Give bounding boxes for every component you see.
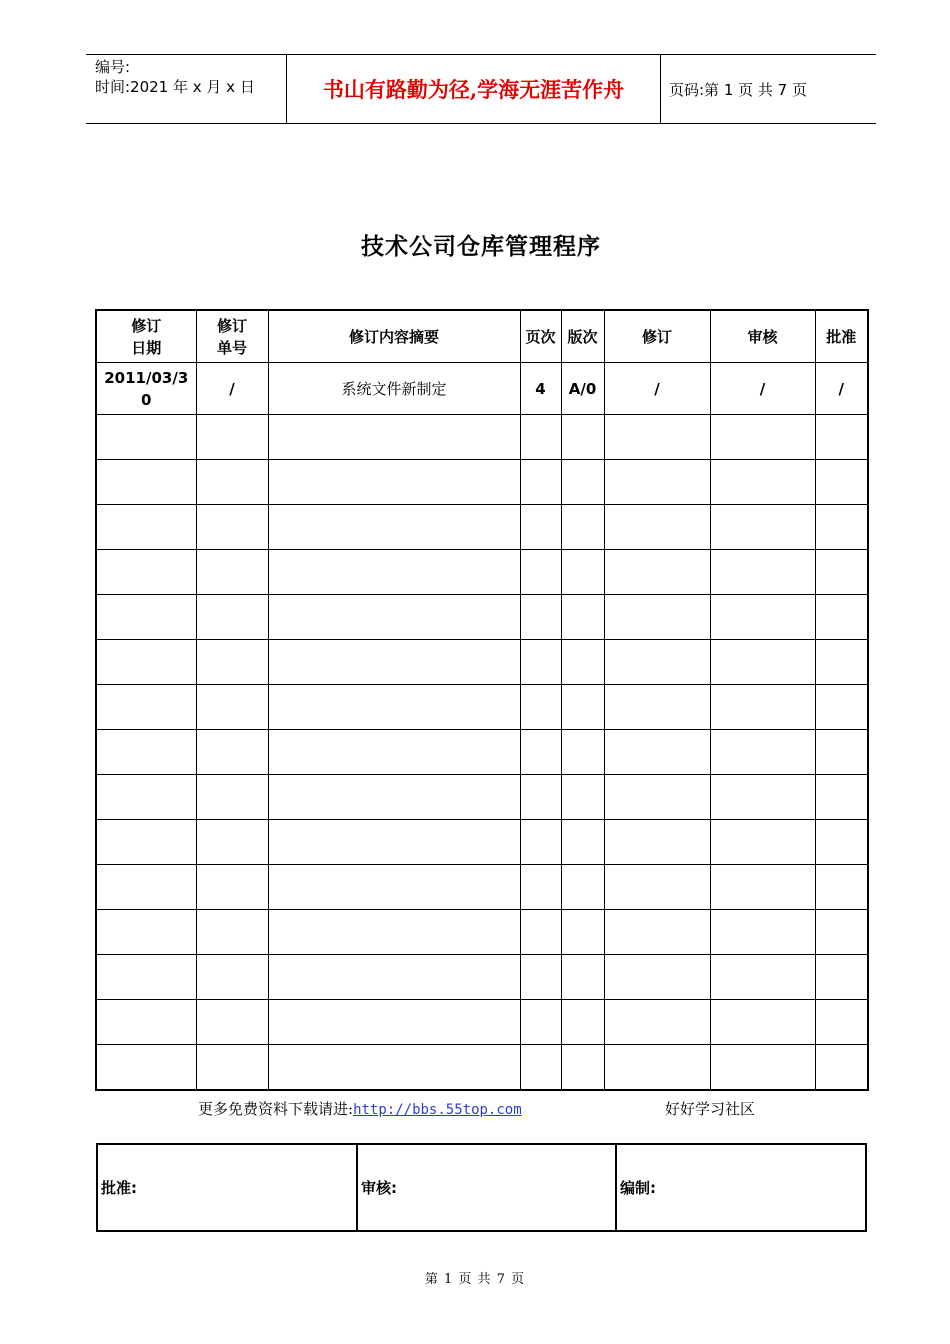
cell-order [196, 865, 268, 910]
table-row [96, 820, 868, 865]
cell-summary [268, 730, 520, 775]
cell-pages [520, 865, 561, 910]
table-row [96, 415, 868, 460]
cell-revise [604, 820, 710, 865]
footer-download-line [198, 1098, 522, 1119]
cell-approve [815, 910, 868, 955]
cell-review [710, 730, 815, 775]
table-row [96, 865, 868, 910]
cell-order [196, 685, 268, 730]
footer-url-link[interactable]: http://bbs.55top.com [353, 1102, 522, 1118]
cell-revise [604, 415, 710, 460]
cell-revise [604, 550, 710, 595]
cell-summary [268, 685, 520, 730]
cell-date [96, 505, 196, 550]
cell-order [196, 775, 268, 820]
cell-order: / [196, 363, 268, 415]
table-row [96, 685, 868, 730]
cell-version [561, 910, 604, 955]
cell-review [710, 820, 815, 865]
cell-summary [268, 820, 520, 865]
cell-pages [520, 820, 561, 865]
cell-review [710, 550, 815, 595]
cell-revise [604, 685, 710, 730]
cell-version [561, 685, 604, 730]
cell-revise [604, 730, 710, 775]
cell-summary [268, 910, 520, 955]
cell-revise [604, 955, 710, 1000]
approval-row [97, 1144, 866, 1231]
cell-version [561, 865, 604, 910]
page-number-footer: 第 1 页 共 7 页 [424, 1272, 526, 1287]
header-divider [660, 55, 661, 123]
cell-order [196, 1000, 268, 1045]
cell-order [196, 550, 268, 595]
cell-approve [815, 730, 868, 775]
cell-pages [520, 775, 561, 820]
cell-pages [520, 1000, 561, 1045]
cell-summary [268, 955, 520, 1000]
cell-date [96, 865, 196, 910]
header-page-info: 页码:第 1 页 共 7 页 [669, 80, 807, 99]
cell-revise [604, 1045, 710, 1091]
cell-version [561, 595, 604, 640]
header-left-block [95, 57, 285, 97]
cell-approve [815, 1000, 868, 1045]
cell-summary [268, 1000, 520, 1045]
cell-pages [520, 955, 561, 1000]
cell-pages [520, 550, 561, 595]
cell-review [710, 640, 815, 685]
cell-text: 2011/03/3 [104, 368, 189, 387]
cell-version [561, 775, 604, 820]
cell-approve [815, 460, 868, 505]
cell-summary [268, 865, 520, 910]
cell-date [96, 910, 196, 955]
cell-approve [815, 595, 868, 640]
cell-version [561, 955, 604, 1000]
cell-approve [815, 505, 868, 550]
cell-pages [520, 595, 561, 640]
cell-review [710, 460, 815, 505]
cell-pages [520, 685, 561, 730]
cell-review [710, 685, 815, 730]
cell-revise: / [604, 363, 710, 415]
cell-date [96, 730, 196, 775]
header-revision-date [96, 310, 196, 363]
cell-summary [268, 505, 520, 550]
cell-text: 0 [141, 390, 152, 409]
cell-pages [520, 640, 561, 685]
cell-review [710, 910, 815, 955]
cell-approve [815, 640, 868, 685]
cell-review [710, 415, 815, 460]
cell-date [96, 820, 196, 865]
cell-revise [604, 1000, 710, 1045]
header-text: 修订 [216, 316, 247, 335]
header-motto: 书山有路勤为径,学海无涯苦作舟 [322, 77, 625, 102]
header-revise: 修订 [604, 310, 710, 363]
cell-order [196, 730, 268, 775]
table-row [96, 775, 868, 820]
table-row [96, 1045, 868, 1091]
cell-version [561, 820, 604, 865]
cell-approve [815, 1045, 868, 1091]
table-row [96, 730, 868, 775]
cell-summary [268, 550, 520, 595]
cell-review [710, 865, 815, 910]
document-header [86, 54, 876, 124]
cell-order [196, 955, 268, 1000]
header-text: 修订 [131, 316, 162, 335]
header-text: 单号 [216, 338, 247, 357]
header-approve: 批准 [815, 310, 868, 363]
cell-review [710, 505, 815, 550]
table-row [96, 640, 868, 685]
cell-date [96, 775, 196, 820]
revision-table [95, 309, 869, 1091]
cell-summary [268, 460, 520, 505]
cell-date [96, 595, 196, 640]
header-version: 版次 [561, 310, 604, 363]
cell-revise [604, 640, 710, 685]
cell-version [561, 1000, 604, 1045]
cell-date [96, 1000, 196, 1045]
cell-pages [520, 730, 561, 775]
cell-order [196, 595, 268, 640]
approval-table [96, 1143, 867, 1232]
cell-approve [815, 955, 868, 1000]
cell-review [710, 1045, 815, 1091]
cell-revise [604, 775, 710, 820]
cell-date [96, 550, 196, 595]
cell-version [561, 550, 604, 595]
header-pages: 页次 [520, 310, 561, 363]
cell-approve [815, 865, 868, 910]
cell-order [196, 1045, 268, 1091]
cell-approve [815, 685, 868, 730]
cell-version: A/0 [561, 363, 604, 415]
document-time-label: 时间:2021 年 x 月 x 日 [95, 78, 255, 96]
review-cell: 审核: [357, 1144, 616, 1231]
cell-version [561, 730, 604, 775]
table-row [96, 1000, 868, 1045]
document-number-label: 编号: [95, 58, 131, 76]
cell-summary: 系统文件新制定 [268, 363, 520, 415]
cell-order [196, 820, 268, 865]
cell-approve [815, 550, 868, 595]
cell-summary [268, 1045, 520, 1091]
cell-revise [604, 865, 710, 910]
compile-cell: 编制: [616, 1144, 866, 1231]
cell-version [561, 460, 604, 505]
cell-pages [520, 460, 561, 505]
cell-version [561, 505, 604, 550]
cell-approve [815, 820, 868, 865]
cell-summary [268, 595, 520, 640]
cell-date [96, 460, 196, 505]
cell-date [96, 1045, 196, 1091]
table-row [96, 363, 868, 415]
cell-pages [520, 1045, 561, 1091]
cell-revise [604, 505, 710, 550]
cell-review [710, 1000, 815, 1045]
cell-order [196, 910, 268, 955]
document-title: 技术公司仓库管理程序 [361, 234, 601, 260]
table-row [96, 595, 868, 640]
cell-version [561, 640, 604, 685]
cell-review: / [710, 363, 815, 415]
table-row [96, 955, 868, 1000]
cell-approve: / [815, 363, 868, 415]
cell-order [196, 460, 268, 505]
approve-cell: 批准: [97, 1144, 357, 1231]
cell-version [561, 415, 604, 460]
cell-summary [268, 775, 520, 820]
cell-date [96, 363, 196, 415]
cell-approve [815, 415, 868, 460]
cell-date [96, 955, 196, 1000]
cell-date [96, 685, 196, 730]
cell-review [710, 775, 815, 820]
table-row [96, 550, 868, 595]
table-row [96, 505, 868, 550]
cell-review [710, 595, 815, 640]
cell-revise [604, 595, 710, 640]
cell-date [96, 415, 196, 460]
cell-review [710, 955, 815, 1000]
cell-approve [815, 775, 868, 820]
cell-pages [520, 910, 561, 955]
cell-order [196, 640, 268, 685]
header-text: 日期 [131, 338, 162, 357]
cell-order [196, 505, 268, 550]
cell-version [561, 1045, 604, 1091]
cell-date [96, 640, 196, 685]
cell-pages: 4 [520, 363, 561, 415]
header-revision-order [196, 310, 268, 363]
table-header-row [96, 310, 868, 363]
cell-summary [268, 640, 520, 685]
cell-revise [604, 460, 710, 505]
footer-more-text: 更多免费资料下载请进: [198, 1100, 354, 1118]
table-row [96, 910, 868, 955]
header-summary: 修订内容摘要 [268, 310, 520, 363]
cell-revise [604, 910, 710, 955]
cell-summary [268, 415, 520, 460]
cell-order [196, 415, 268, 460]
footer-community: 好好学习社区 [665, 1100, 756, 1118]
cell-pages [520, 415, 561, 460]
table-row [96, 460, 868, 505]
cell-pages [520, 505, 561, 550]
header-review: 审核 [710, 310, 815, 363]
